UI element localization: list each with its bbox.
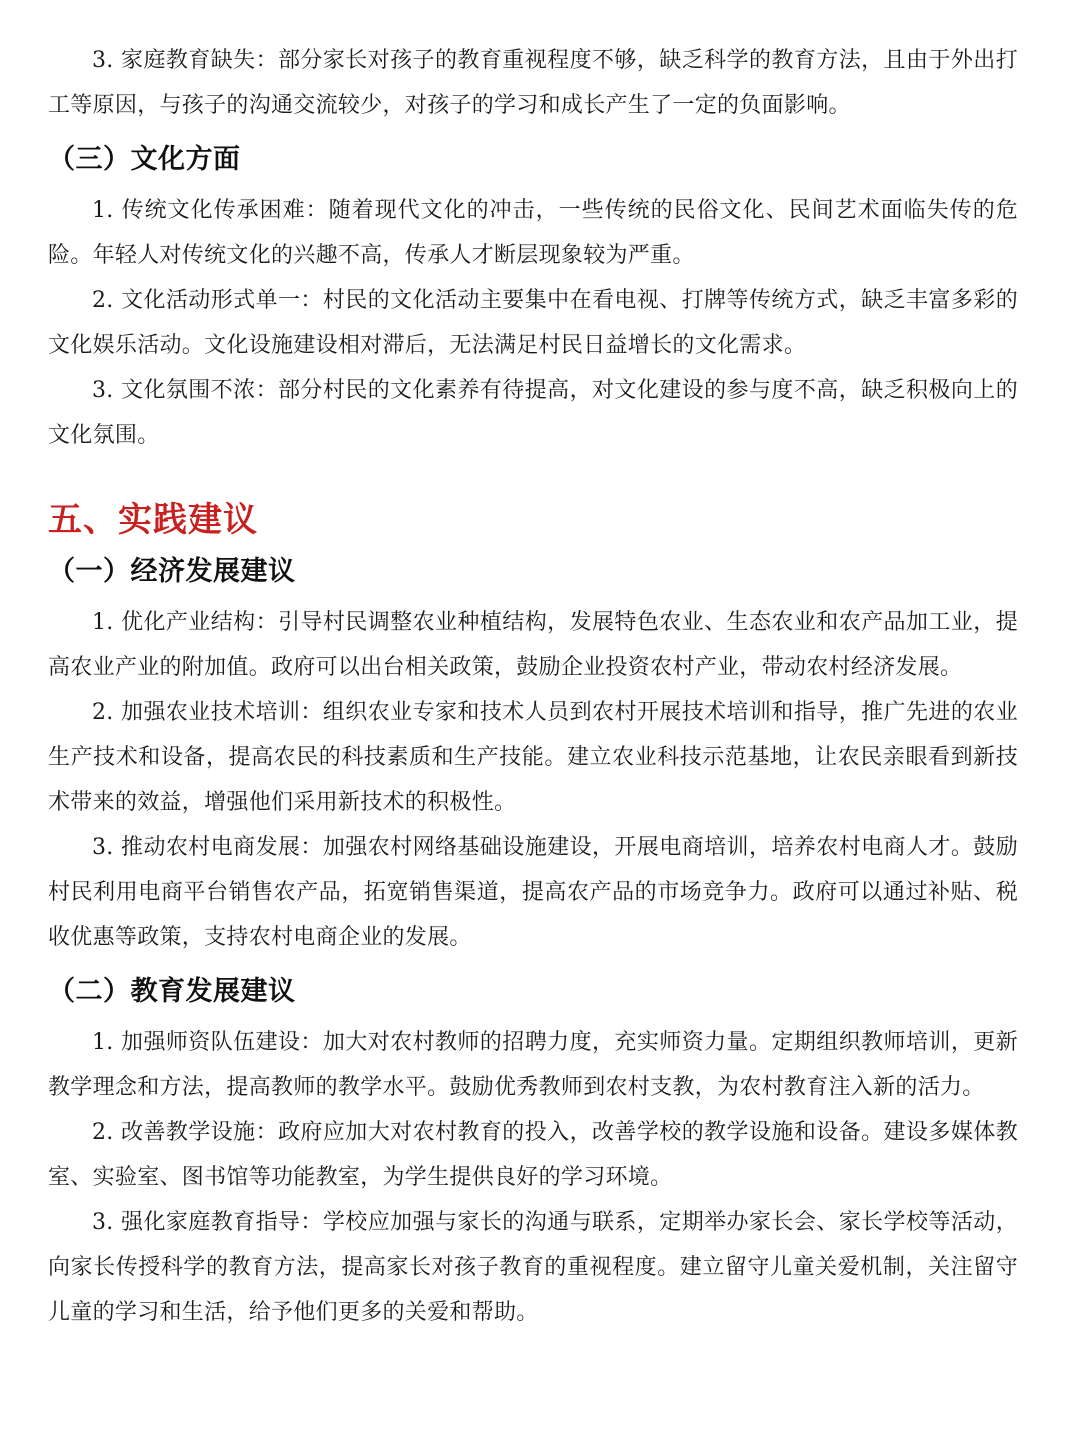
paragraph-economy-1: 1. 优化产业结构：引导村民调整农业种植结构，发展特色农业、生态农业和农产品加工业，提高农业产业的附加值。政府可以出台相关政策，鼓励企业投资农村产业，带动农村经济发展。 <box>48 610 1018 680</box>
paragraph-culture-3: 3. 文化氛围不浓：部分村民的文化素养有待提高，对文化建设的参与度不高，缺乏积极向上的文化氛围。 <box>48 378 1018 448</box>
paragraph-culture-2: 2. 文化活动形式单一：村民的文化活动主要集中在看电视、打牌等传统方式，缺乏丰富多彩的文化娱乐活动。文化设施建设相对滞后，无法满足村民日益增长的文化需求。 <box>48 288 1018 358</box>
paragraph-education-3: 3. 强化家庭教育指导：学校应加强与家长的沟通与联系，定期举办家长会、家长学校等活动，向家长传授科学的教育方法，提高家长对孩子教育的重视程度。建立留守儿童关爱机制，关注留守儿童的学习和生活，给予他们更多的关爱和帮助。 <box>48 1210 1018 1325</box>
heading-education-suggestions: （二）教育发展建议 <box>48 976 296 1007</box>
heading-practice-suggestions: 五、实践建议 <box>48 500 258 540</box>
paragraph-economy-2: 2. 加强农业技术培训：组织农业专家和技术人员到农村开展技术培训和指导，推广先进的农业生产技术和设备，提高农民的科技素质和生产技能。建立农业科技示范基地，让农民亲眼看到新技术带来的效益，增强他们采用新技术的积极性。 <box>48 700 1018 815</box>
paragraph-family-education-missing: 3. 家庭教育缺失：部分家长对孩子的教育重视程度不够，缺乏科学的教育方法，且由于外出打工等原因，与孩子的沟通交流较少，对孩子的学习和成长产生了一定的负面影响。 <box>48 48 1018 118</box>
heading-culture-aspect: （三）文化方面 <box>48 144 241 175</box>
paragraph-education-2: 2. 改善教学设施：政府应加大对农村教育的投入，改善学校的教学设施和设备。建设多媒体教室、实验室、图书馆等功能教室，为学生提供良好的学习环境。 <box>48 1120 1018 1190</box>
heading-economy-suggestions: （一）经济发展建议 <box>48 556 296 587</box>
paragraph-education-1: 1. 加强师资队伍建设：加大对农村教师的招聘力度，充实师资力量。定期组织教师培训，更新教学理念和方法，提高教师的教学水平。鼓励优秀教师到农村支教，为农村教育注入新的活力。 <box>48 1030 1018 1100</box>
paragraph-economy-3: 3. 推动农村电商发展：加强农村网络基础设施建设，开展电商培训，培养农村电商人才。鼓励村民利用电商平台销售农产品，拓宽销售渠道，提高农产品的市场竞争力。政府可以通过补贴、税收优惠等政策，支持农村电商企业的发展。 <box>48 835 1018 950</box>
paragraph-culture-1: 1. 传统文化传承困难：随着现代文化的冲击，一些传统的民俗文化、民间艺术面临失传的危险。年轻人对传统文化的兴趣不高，传承人才断层现象较为严重。 <box>48 198 1018 268</box>
